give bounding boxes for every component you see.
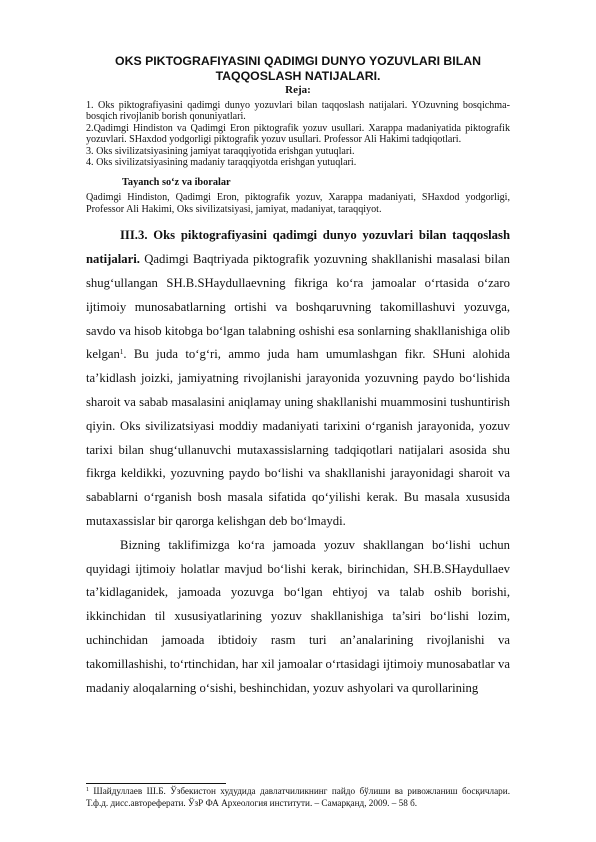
- footnote: [86, 786, 510, 809]
- document-page: [86, 54, 510, 700]
- paragraph-text: Qadimgi Baqtriyada piktografik yozuvning shakllanishi masalasi bilan shug‘ullangan SH.B.SHaydullaevning fikriga ko‘ra jamoalar o‘rtasida o‘zaro ijtimoiy munosabatlarning ortishi va boshqaruvning takomillashuvi yozuvga, savdo va hisob kitobga bo‘lgan talabning oshishi esa sonlarning shakllanishiga olib kelgan: [86, 252, 510, 362]
- keywords-text: Qadimgi Hindiston, Qadimgi Eron, piktografik yozuv, Xarappa madaniyati, SHaxdod yodgorligi, Professor Ali Hakimi, Oks sivilizatsiyasi, jamiyat, madaniyat, taraqqiyot.: [86, 192, 510, 216]
- keywords-heading: Tayanch so‘z va iboralar: [122, 177, 231, 189]
- plan-list: [86, 100, 510, 168]
- plan-item: 2.Qadimgi Hindiston va Qadimgi Eron piktografik yozuv usullari. Xarappa madaniyatida piktografik yozuvlari. SHaxdod yodgorligi piktografik yozuv usullari. Professor Ali Hakimi tadqiqotlari.: [86, 122, 510, 146]
- plan-heading: Reja:: [285, 84, 311, 96]
- footnote-number: 1: [86, 787, 89, 793]
- paragraph: Bizning taklifimizga ko‘ra jamoada yozuv shakllangan bo‘lishi uchun quyidagi ijtimoiy holatlar mavjud bo‘lishi kerak, birinchidan, SH.B.SHaydullaev ta’kidlaganidek, jamoada yozuvga bo‘lgan ehtiyoj va talab oshib borishi, ikkinchidan til xususiyatlarining yozuv shakllanishiga ta’siri bo‘lishi lozim, uchinchidan jamoada ibtidoiy rasm turi an’analarining rivojlanishi va takomillashishi, to‘rtinchidan, har xil jamoalar o‘rtasidagi ijtimoiy munosabatlar va madaniy aloqalarning o‘sishi, beshinchidan, yozuv ashyolari va qurollarining: [86, 537, 510, 695]
- plan-item: 4. Oks sivilizatsiyasining madaniy taraqqiyotda erishgan yutuqlari.: [86, 157, 357, 169]
- footnote-reference[interactable]: 1: [119, 348, 124, 357]
- paragraph-text: . Bu juda to‘g‘ri, ammo juda ham umumlashgan fikr. SHuni alohida ta’kidlash joizki, jamiyatning rivojlanishi jarayonida yozuvning paydo bo‘lishida sharoit va sabab masalasini aniqlamay uning shakllanishi muammosini tushuntirish qiyin. Oks sivilizatsiyasi moddiy madaniyati tarixini o‘rganish jarayonida, yozuv tarixi bilan shug‘ullanuvchi mutaxassislarning tadqiqotlari natijalari asosida shu fikrga keldikki, yozuvning paydo bo‘lishi va shakllanishi jarayonidagi sharoit va sabablarni o‘rganish bosh masala sifatida qo‘yilishi kerak. Bu masala xususida mutaxassislar bir qarorga kelishgan deb bo‘lmaydi.: [86, 347, 510, 528]
- page-title: OKS PIKTOGRAFIYASINI QADIMGI DUNYO YOZUVLARI BILAN TAQQOSLASH NATIJALARI.: [115, 54, 481, 83]
- footnote-divider: [86, 783, 226, 784]
- paragraph: [86, 224, 510, 533]
- plan-item: 3. Oks sivilizatsiyasining jamiyat taraqqiyotida erishgan yutuqlari.: [86, 145, 355, 157]
- plan-item: 1. Oks piktografiyasini qadimgi dunyo yozuvlari bilan taqqoslash natijalari. YOzuvning bosqichma-bosqich rivojlanib borish qonuniyatlari.: [86, 100, 510, 123]
- main-text: [86, 224, 510, 700]
- section-heading: III.3. Oks piktografiyasini qadimgi dunyo yozuvlari bilan taqqoslash natijalari.: [86, 228, 510, 267]
- footnote-text: Шайдуллаев Ш.Б. Ўзбекистон худудида давлатчиликнинг пайдо бўлиши ва ривожланиш босқичлари. Т.ф.д. дисс.автореферати. ЎзР ФА Археология институти. – Самарқанд, 2009. – 58 б.: [86, 786, 510, 808]
